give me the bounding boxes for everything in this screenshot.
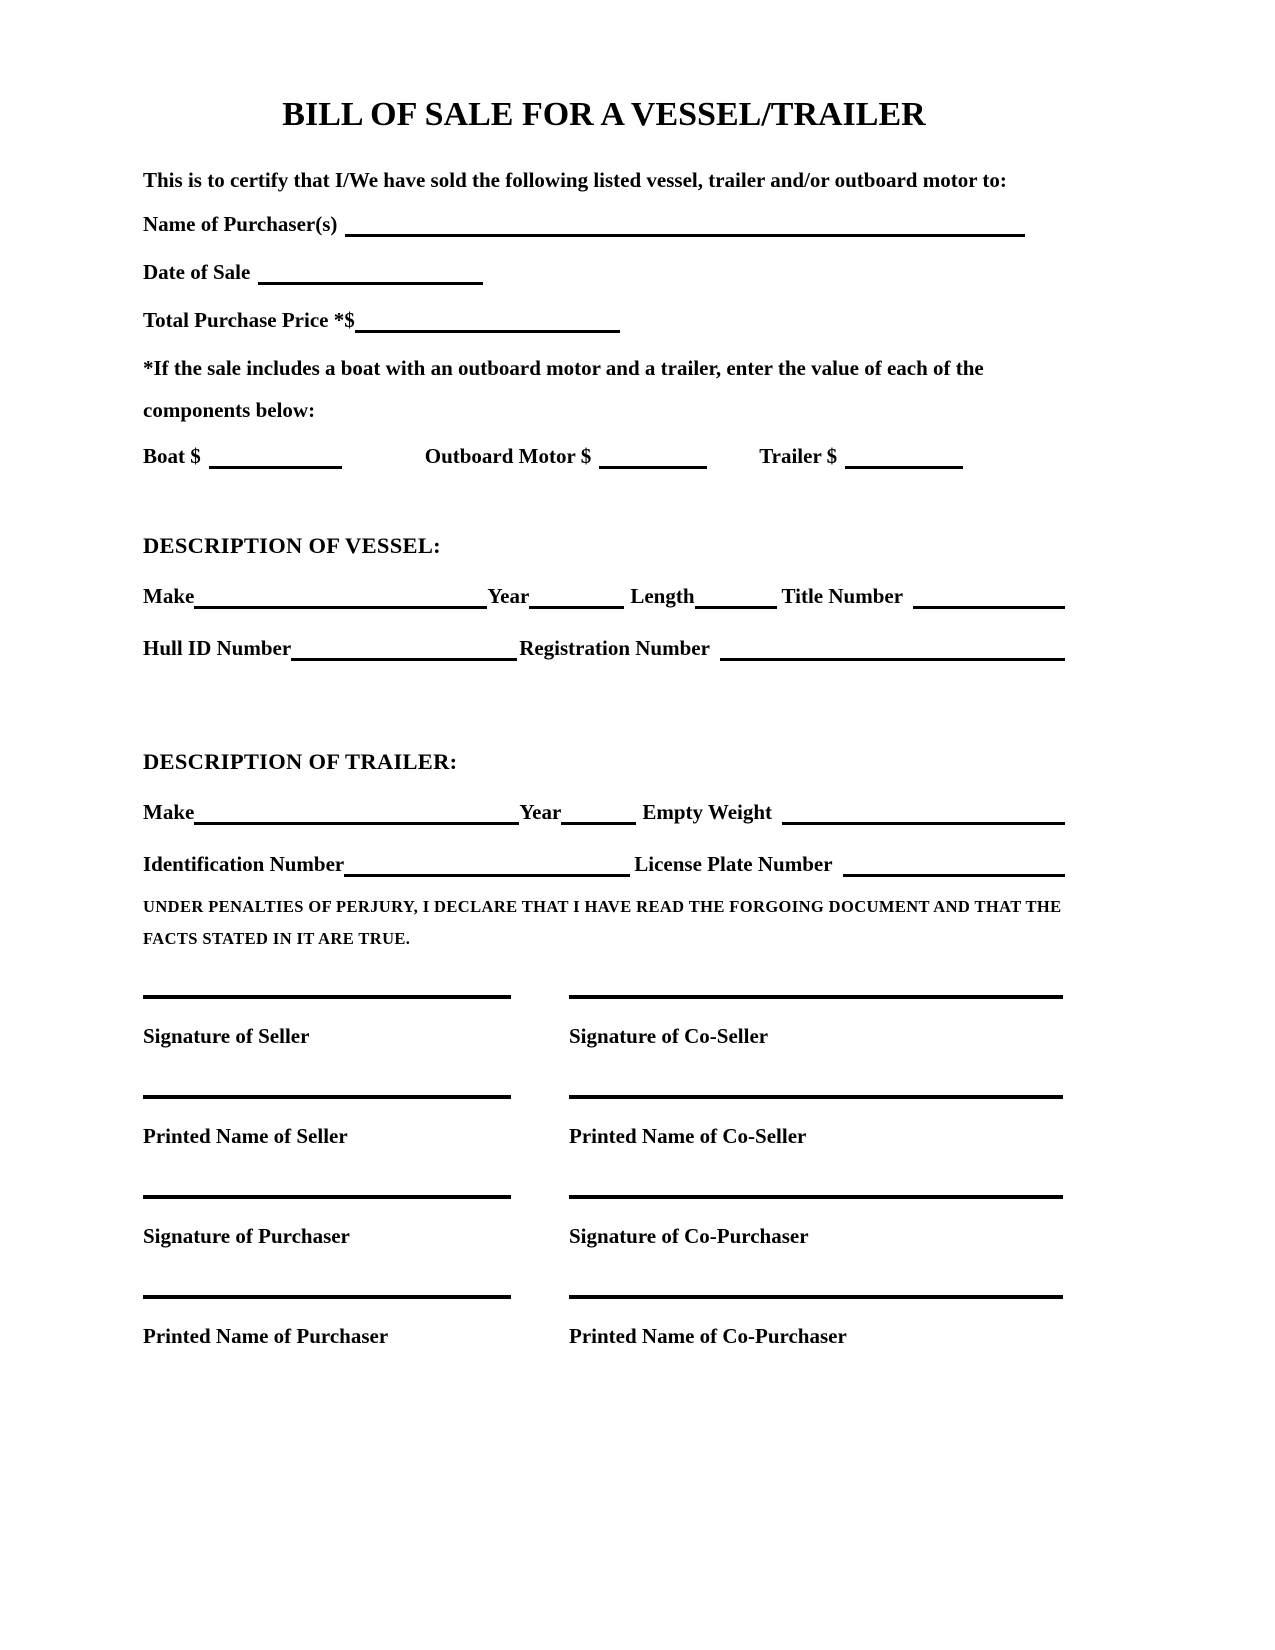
seller-printed-name-label: Printed Name of Seller	[143, 1124, 348, 1148]
trailer-id-field[interactable]	[344, 853, 630, 877]
total-price-label: Total Purchase Price *$	[143, 308, 355, 332]
vessel-length-label: Length	[630, 584, 695, 608]
boat-value-label: Boat $	[143, 444, 201, 468]
trailer-value-field[interactable]	[845, 445, 963, 469]
co-purchaser-signature-field[interactable]	[569, 1195, 1063, 1199]
trailer-year-field[interactable]	[561, 801, 636, 825]
intro-paragraph: This is to certify that I/We have sold the following listed vessel, trailer and/or outboard motor to:	[143, 168, 1007, 192]
date-of-sale-row	[143, 259, 1065, 285]
purchaser-signature-label-row	[143, 1223, 1065, 1249]
boat-value-field[interactable]	[209, 445, 342, 469]
perjury-statement: UNDER PENALTIES OF PERJURY, I DECLARE THAT I HAVE READ THE FORGOING DOCUMENT AND THAT THE FACTS STATED IN IT ARE TRUE.	[143, 897, 1062, 948]
vessel-section-heading: DESCRIPTION OF VESSEL:	[143, 533, 441, 558]
seller-signature-label: Signature of Seller	[143, 1024, 310, 1048]
trailer-make-label: Make	[143, 800, 195, 824]
co-seller-printed-name-label: Printed Name of Co-Seller	[569, 1124, 807, 1148]
seller-printed-name-line-row	[143, 1095, 1065, 1099]
purchaser-printed-name-label-row	[143, 1323, 1065, 1349]
registration-number-field[interactable]	[720, 637, 1065, 661]
co-seller-signature-label: Signature of Co-Seller	[569, 1024, 769, 1048]
co-seller-signature-field[interactable]	[569, 995, 1063, 999]
vessel-make-field[interactable]	[194, 585, 487, 609]
date-of-sale-label: Date of Sale	[143, 260, 251, 284]
outboard-motor-value-label: Outboard Motor $	[424, 444, 592, 468]
vessel-make-row	[143, 583, 1065, 609]
trailer-id-label: Identification Number	[143, 852, 345, 876]
purchaser-signature-line-row	[143, 1195, 1065, 1199]
date-of-sale-field[interactable]	[258, 261, 483, 285]
co-purchaser-printed-name-field[interactable]	[569, 1295, 1063, 1299]
purchaser-signature-field[interactable]	[143, 1195, 511, 1199]
vessel-make-label: Make	[143, 584, 195, 608]
total-price-field[interactable]	[355, 309, 620, 333]
seller-signature-label-row	[143, 1023, 1065, 1049]
document-title: BILL OF SALE FOR A VESSEL/TRAILER	[282, 96, 926, 133]
purchaser-printed-name-label: Printed Name of Purchaser	[143, 1324, 389, 1348]
outboard-motor-value-field[interactable]	[599, 445, 707, 469]
trailer-section-heading: DESCRIPTION OF TRAILER:	[143, 749, 458, 774]
purchaser-signature-label: Signature of Purchaser	[143, 1224, 350, 1248]
purchaser-name-field[interactable]	[345, 213, 1025, 237]
component-values-row	[143, 443, 1065, 469]
seller-printed-name-label-row	[143, 1123, 1065, 1149]
license-plate-label: License Plate Number	[634, 852, 833, 876]
trailer-year-label: Year	[519, 800, 562, 824]
vessel-year-field[interactable]	[529, 585, 624, 609]
component-note-paragraph: *If the sale includes a boat with an outboard motor and a trailer, enter the value of each of the components below:	[143, 356, 984, 422]
co-purchaser-printed-name-label: Printed Name of Co-Purchaser	[569, 1324, 847, 1348]
empty-weight-field[interactable]	[782, 801, 1065, 825]
purchaser-name-row	[143, 211, 1065, 237]
vessel-year-label: Year	[487, 584, 530, 608]
purchaser-printed-name-line-row	[143, 1295, 1065, 1299]
trailer-make-row	[143, 799, 1065, 825]
vessel-title-number-label: Title Number	[781, 584, 904, 608]
total-price-row	[143, 307, 1065, 333]
hull-id-row	[143, 635, 1065, 661]
trailer-make-field[interactable]	[194, 801, 519, 825]
vessel-title-number-field[interactable]	[913, 585, 1065, 609]
seller-printed-name-field[interactable]	[143, 1095, 511, 1099]
seller-signature-field[interactable]	[143, 995, 511, 999]
license-plate-field[interactable]	[843, 853, 1065, 877]
purchaser-name-label: Name of Purchaser(s)	[143, 212, 338, 236]
trailer-value-label: Trailer $	[759, 444, 838, 468]
co-purchaser-signature-label: Signature of Co-Purchaser	[569, 1224, 809, 1248]
seller-signature-line-row	[143, 995, 1065, 999]
hull-id-label: Hull ID Number	[143, 636, 292, 660]
co-seller-printed-name-field[interactable]	[569, 1095, 1063, 1099]
registration-number-label: Registration Number	[519, 636, 710, 660]
empty-weight-label: Empty Weight	[642, 800, 773, 824]
trailer-id-row	[143, 851, 1065, 877]
hull-id-field[interactable]	[291, 637, 517, 661]
signature-block	[143, 995, 1065, 1349]
purchaser-printed-name-field[interactable]	[143, 1295, 511, 1299]
vessel-length-field[interactable]	[695, 585, 777, 609]
